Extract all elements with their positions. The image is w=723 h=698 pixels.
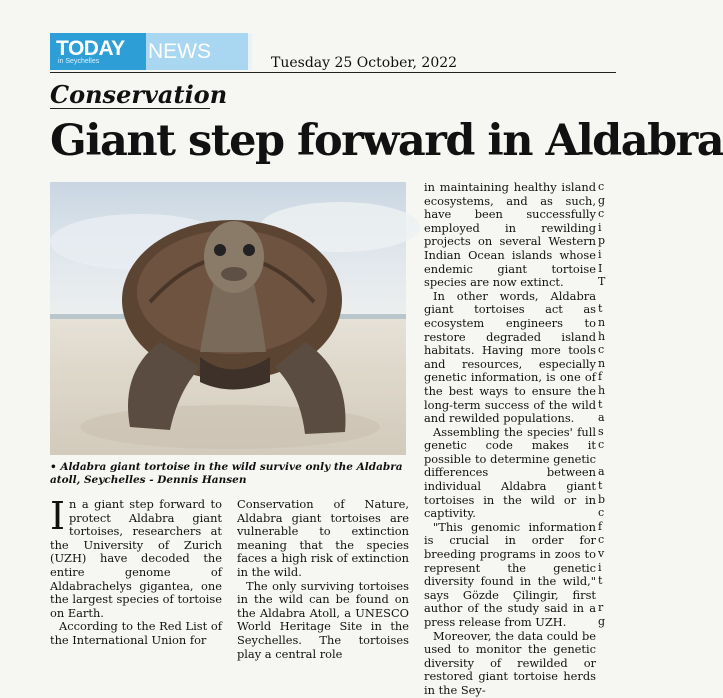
headline: Giant step forward in Aldabra: [50, 116, 723, 166]
cropped-line-fragment: i: [598, 560, 602, 574]
article-column-3: [424, 181, 596, 698]
cropped-line-fragment: a: [598, 465, 605, 479]
paragraph: "This genomic information is crucial in order for breeding programs in zoos to represent the genetic diversity found in the wild," says Gözde Çilingir, first author of the study said in a press release from UZH.: [424, 519, 596, 629]
cropped-line-fragment: I: [598, 261, 603, 275]
paragraph: Moreover, the data could be used to monitor the genetic diversity of rewilded or restored giant tortoise herds in the Sey-: [424, 628, 596, 697]
cropped-line-fragment: [598, 588, 616, 602]
cropped-line-fragment: c: [598, 180, 605, 193]
cropped-line-fragment: g: [598, 615, 606, 628]
cropped-line-fragment: [598, 452, 616, 466]
paragraph: in maintaining healthy island ecosystems, and as such, have been successfully employed in rewilding projects on several Western Indian Ocean islands whose endemic giant tortoise species are now extinct.: [424, 180, 596, 290]
cropped-line-fragment: c: [598, 207, 605, 221]
cropped-line-fragment: a: [598, 411, 605, 425]
cropped-line-fragment: T: [598, 275, 606, 289]
cropped-line-fragment: i: [598, 220, 602, 234]
cropped-line-fragment: v: [598, 547, 605, 561]
cropped-line-fragment: f: [598, 519, 603, 533]
paragraph: Assembling the species' full genetic code makes it possible to determine genetic differences between individual Aldabra giant tortoises in the wild or in captivity.: [424, 424, 596, 521]
cropped-line-fragment: r: [598, 601, 604, 615]
cropped-line-fragment: c: [598, 343, 605, 357]
brand-subtitle: in Seychelles: [58, 58, 100, 65]
cropped-line-fragment: i: [598, 247, 602, 261]
cropped-line-fragment: p: [598, 234, 606, 248]
article-column-1: [50, 494, 222, 648]
article-column-4-cropped: [598, 180, 616, 637]
cropped-line-fragment: c: [598, 438, 605, 452]
issue-date: Tuesday 25 October, 2022: [271, 55, 458, 71]
section-underline: [50, 108, 210, 109]
cropped-line-fragment: h: [598, 383, 606, 397]
cropped-line-fragment: g: [598, 193, 606, 207]
brand-name: TODAY: [56, 37, 125, 60]
section-name: NEWS: [146, 33, 248, 70]
cropped-line-fragment: t: [598, 302, 603, 316]
tortoise-photo: [50, 182, 406, 455]
paragraph: According to the Red List of the International Union for: [50, 619, 222, 647]
photo-caption: • Aldabra giant tortoise in the wild survive only the Aldabra atoll, Seychelles - Dennis Hansen: [50, 461, 403, 486]
masthead-logo: [50, 33, 252, 70]
cropped-line-fragment: s: [598, 424, 604, 438]
cropped-line-fragment: f: [598, 370, 603, 384]
cropped-line-fragment: t: [598, 574, 603, 588]
cropped-line-fragment: t: [598, 397, 603, 411]
cropped-line-fragment: n: [598, 356, 606, 370]
cropped-line-fragment: b: [598, 492, 606, 506]
paragraph: In other words, Aldabra giant tortoises act as ecosystem engineers to restore degraded island habitats. Having more tools and resources, especially genetic information, is one of the best ways to ensure the long-term success of the wild and rewilded populations.: [424, 288, 596, 426]
section-label: Conservation: [50, 80, 228, 109]
paragraph: Conservation of Nature, Aldabra giant tortoises are vulnerable to extinction meaning that the species faces a high risk of extinction in the wild.: [237, 497, 409, 579]
cropped-line-fragment: t: [598, 479, 603, 493]
paragraph: The only surviving tortoises in the wild can be found on the Aldabra Atoll, a UNESCO World Heritage Site in the Seychelles. The tortoises play a central role: [237, 578, 409, 661]
cropped-line-fragment: c: [598, 506, 605, 520]
drop-cap: I: [50, 494, 66, 538]
paragraph: In a giant step forward to protect Aldabra giant tortoises, researchers at the University of Zurich (UZH) have decoded the entire genome of Aldabrachelys gigantea, one the largest species of tortoise on Earth.: [50, 494, 222, 620]
header-rule: [50, 72, 616, 73]
cropped-line-fragment: c: [598, 533, 605, 547]
cropped-line-fragment: n: [598, 315, 606, 329]
cropped-line-fragment: h: [598, 329, 606, 343]
article-column-2: [237, 498, 409, 661]
cropped-line-fragment: [598, 289, 616, 303]
